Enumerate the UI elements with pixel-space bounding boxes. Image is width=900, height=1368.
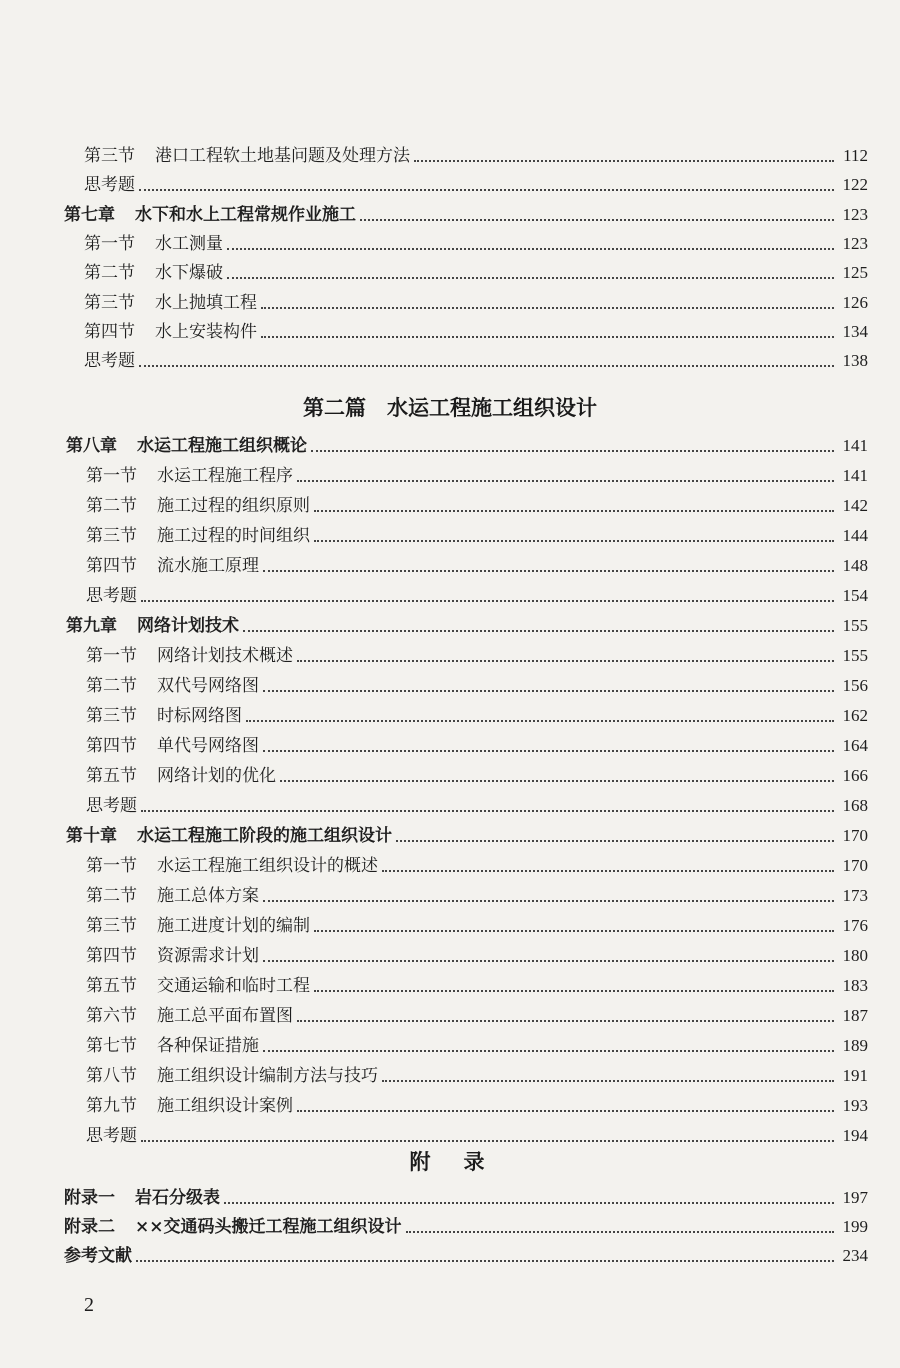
toc-entry-label	[86, 673, 259, 699]
toc-entry-number: 第五节	[86, 766, 137, 786]
toc-entry-title: 网络计划技术概述	[157, 646, 293, 666]
toc-entry-title: 思考题	[86, 586, 137, 606]
toc-entry[interactable]	[64, 1243, 868, 1269]
toc-entry-title: 施工过程的时间组织	[157, 526, 310, 546]
toc-entry-page: 112	[843, 146, 868, 165]
toc-entry[interactable]	[86, 643, 868, 669]
toc-entry-page: 148	[842, 556, 868, 575]
toc-entry[interactable]	[84, 231, 868, 257]
toc-entry-number: 第一节	[86, 856, 137, 876]
toc-entry[interactable]	[86, 733, 868, 759]
toc-entry-number: 第三节	[86, 916, 137, 936]
toc-entry-number: 第一节	[86, 646, 137, 666]
toc-entry[interactable]	[86, 1003, 868, 1029]
toc-entry-label	[86, 583, 137, 609]
toc-entry-label	[86, 703, 242, 729]
toc-entry-page: 122	[842, 175, 868, 195]
toc-entry-page: 156	[842, 676, 868, 695]
dot-leader	[261, 336, 834, 338]
toc-entry-title: 网络计划的优化	[157, 766, 276, 786]
dot-leader	[314, 930, 834, 932]
toc-entry-title: 单代号网络图	[157, 736, 259, 756]
toc-entry-number: 第一节	[84, 233, 135, 254]
toc-entry-title: 参考文献	[64, 1246, 132, 1266]
toc-entry-title: 水下爆破	[155, 263, 223, 284]
toc-entry-title: 施工总平面布置图	[157, 1006, 293, 1026]
toc-entry[interactable]	[84, 290, 868, 316]
dot-leader	[263, 1050, 834, 1052]
toc-entry-title: 资源需求计划	[157, 946, 259, 966]
toc-entry-page: 176	[842, 916, 868, 935]
dot-leader	[263, 900, 834, 902]
toc-entry-title: 水运工程施工组织概论	[137, 436, 307, 456]
dot-leader	[263, 750, 834, 752]
toc-entry-title: 水运工程施工程序	[157, 466, 293, 486]
toc-entry-label	[84, 172, 135, 198]
toc-entry-page: 173	[842, 886, 868, 905]
toc-entry-number: 第四节	[84, 321, 135, 342]
toc-entry-number: 附录一	[64, 1188, 115, 1208]
toc-entry-page: 162	[842, 706, 868, 725]
toc-entry[interactable]	[86, 463, 868, 489]
toc-entry[interactable]	[86, 943, 868, 969]
toc-entry[interactable]	[86, 703, 868, 729]
toc-entry-title: 水上安装构件	[155, 321, 257, 342]
toc-entry[interactable]	[84, 172, 868, 198]
dot-leader	[280, 780, 834, 782]
toc-entry-title: 施工进度计划的编制	[157, 916, 310, 936]
toc-entry-page: 141	[842, 466, 868, 485]
toc-entry-label	[86, 493, 310, 519]
toc-entry-title: 网络计划技术	[137, 616, 239, 636]
toc-entry-number: 第二节	[84, 263, 135, 284]
toc-entry-page: 189	[842, 1036, 868, 1055]
toc-entry-number: 第四节	[86, 736, 137, 756]
dot-leader	[406, 1231, 835, 1233]
dot-leader	[360, 219, 834, 221]
toc-entry-page: 170	[842, 826, 868, 845]
toc-entry-page: 199	[842, 1217, 868, 1236]
toc-entry-label	[86, 1063, 378, 1089]
dot-leader	[141, 1140, 834, 1142]
toc-entry-title: 各种保证措施	[157, 1036, 259, 1056]
toc-entry-label	[86, 463, 293, 489]
toc-entry-label	[86, 913, 310, 939]
dot-leader	[141, 810, 834, 812]
toc-entry-label	[64, 1214, 402, 1240]
toc-entry-label	[66, 823, 392, 849]
toc-entry-page: 141	[842, 436, 868, 455]
dot-leader	[136, 1260, 834, 1262]
toc-entry[interactable]	[86, 913, 868, 939]
toc-entry[interactable]	[64, 1185, 868, 1211]
toc-entry-label	[84, 143, 410, 169]
toc-entry-number: 第十章	[66, 826, 117, 846]
toc-entry[interactable]	[84, 143, 868, 169]
toc-entry-page: 168	[842, 796, 868, 815]
dot-leader	[414, 160, 834, 162]
toc-entry-title: 施工总体方案	[157, 886, 259, 906]
toc-entry-page: 144	[842, 526, 868, 545]
toc-entry-label	[84, 290, 257, 316]
toc-entry-number: 第九章	[66, 616, 117, 636]
toc-entry-page: 154	[842, 586, 868, 605]
toc-entry-title: 思考题	[84, 351, 135, 372]
toc-entry-label	[86, 1093, 293, 1119]
toc-entry-number: 第四节	[86, 556, 137, 576]
toc-entry-page: 138	[842, 351, 868, 371]
toc-entry-number: 第九节	[86, 1096, 137, 1116]
toc-entry-number: 第一节	[86, 466, 137, 486]
toc-entry-label	[64, 1243, 132, 1269]
toc-entry[interactable]	[84, 348, 868, 374]
dot-leader	[263, 570, 834, 572]
toc-entry[interactable]	[86, 793, 868, 819]
toc-entry-title: 水运工程施工组织设计的概述	[157, 856, 378, 876]
dot-leader	[243, 630, 834, 632]
toc-entry-label	[86, 553, 259, 579]
toc-entry-page: 187	[842, 1006, 868, 1025]
toc-entry-title: 施工过程的组织原则	[157, 496, 310, 516]
dot-leader	[311, 450, 834, 452]
toc-entry-page: 126	[842, 292, 868, 312]
dot-leader	[141, 600, 834, 602]
toc-entry-label	[86, 853, 378, 879]
toc-entry-title: 水运工程施工阶段的施工组织设计	[137, 826, 392, 846]
dot-leader	[382, 1080, 834, 1082]
toc-entry[interactable]	[86, 1093, 868, 1119]
toc-entry-number: 第三节	[86, 526, 137, 546]
toc-entry-label	[84, 319, 257, 345]
toc-entry-label	[64, 1185, 220, 1211]
toc-entry[interactable]	[66, 613, 868, 639]
dot-leader	[297, 1110, 834, 1112]
toc-entry[interactable]	[84, 260, 868, 286]
toc-entry-label	[84, 231, 223, 257]
toc-entry-page: 194	[842, 1126, 868, 1145]
toc-entry-number: 第四节	[86, 946, 137, 966]
toc-entry[interactable]	[86, 973, 868, 999]
toc-entry[interactable]	[86, 763, 868, 789]
dot-leader	[263, 690, 834, 692]
dot-leader	[314, 990, 834, 992]
toc-entry-title: 思考题	[86, 796, 137, 816]
toc-entry-label	[86, 943, 259, 969]
toc-entry-page: 134	[842, 321, 868, 341]
dot-leader	[227, 248, 834, 250]
toc-entry-title: 水工测量	[155, 233, 223, 254]
toc-entry-label	[84, 260, 223, 286]
dot-leader	[246, 720, 834, 722]
toc-entry-number: 第三节	[84, 146, 135, 166]
page-number: 2	[84, 1294, 94, 1316]
dot-leader	[224, 1202, 834, 1204]
toc-entry[interactable]	[86, 583, 868, 609]
toc-entry-title: 施工组织设计编制方法与技巧	[157, 1066, 378, 1086]
toc-entry-label	[86, 883, 259, 909]
toc-entry-number: 第三节	[86, 706, 137, 726]
dot-leader	[396, 840, 834, 842]
toc-entry-page: 123	[842, 204, 868, 224]
dot-leader	[297, 1020, 834, 1022]
toc-entry-page: 191	[842, 1066, 868, 1085]
toc-entry-page: 197	[842, 1188, 868, 1207]
toc-entry-number: 第八章	[66, 436, 117, 456]
toc-entry-number: 第八节	[86, 1066, 137, 1086]
dot-leader	[314, 510, 834, 512]
toc-entry-title: 施工组织设计案例	[157, 1096, 293, 1116]
toc-entry-title: 时标网络图	[157, 706, 242, 726]
dot-leader	[139, 365, 834, 367]
toc-entry[interactable]	[66, 823, 868, 849]
toc-entry-page: 164	[842, 736, 868, 755]
dot-leader	[297, 480, 834, 482]
toc-entry[interactable]	[66, 433, 868, 459]
toc-entry[interactable]	[64, 202, 868, 228]
toc-entry-page: 125	[842, 263, 868, 283]
toc-entry-title: 水下和水上工程常规作业施工	[135, 204, 356, 225]
toc-entry-title: 港口工程软土地基问题及处理方法	[155, 146, 410, 166]
toc-entry-number: 第二节	[86, 496, 137, 516]
dot-leader	[297, 660, 834, 662]
toc-entry-page: 193	[842, 1096, 868, 1115]
toc-entry-label	[66, 433, 307, 459]
toc-entry-title: 思考题	[86, 1126, 137, 1146]
toc-entry-label	[84, 348, 135, 374]
dot-leader	[263, 960, 834, 962]
toc-entry[interactable]	[86, 673, 868, 699]
toc-entry-label	[86, 763, 276, 789]
toc-entry-number: 附录二	[64, 1217, 115, 1237]
toc-entry-label	[86, 1033, 259, 1059]
toc-entry-label	[86, 1003, 293, 1029]
toc-entry-page: 183	[842, 976, 868, 995]
toc-entry-page: 155	[842, 616, 868, 635]
dot-leader	[139, 189, 834, 191]
toc-entry-number: 第二节	[86, 676, 137, 696]
dot-leader	[314, 540, 834, 542]
toc-entry-number: 第七章	[64, 204, 115, 225]
dot-leader	[382, 870, 834, 872]
toc-entry[interactable]	[86, 523, 868, 549]
toc-entry-label	[86, 793, 137, 819]
toc-entry[interactable]	[86, 553, 868, 579]
toc-entry-number: 第二节	[86, 886, 137, 906]
toc-entry-title: ××交通码头搬迁工程施工组织设计	[135, 1217, 402, 1237]
part-heading: 第二篇 水运工程施工组织设计	[303, 396, 597, 420]
toc-entry-number: 第七节	[86, 1036, 137, 1056]
toc-entry-label	[66, 613, 239, 639]
toc-entry-title: 交通运输和临时工程	[157, 976, 310, 996]
toc-entry-page: 234	[842, 1246, 868, 1265]
toc-entry-page: 142	[842, 496, 868, 515]
toc-entry[interactable]	[64, 1214, 868, 1240]
toc-entry-page: 180	[842, 946, 868, 965]
toc-entry-label	[86, 973, 310, 999]
dot-leader	[227, 277, 834, 279]
toc-entry-number: 第三节	[84, 292, 135, 313]
toc-entry-label	[86, 523, 310, 549]
toc-entry[interactable]	[86, 883, 868, 909]
toc-entry-label	[86, 643, 293, 669]
toc-entry-number: 第六节	[86, 1006, 137, 1026]
toc-entry[interactable]	[86, 493, 868, 519]
toc-entry[interactable]	[86, 1063, 868, 1089]
toc-entry-title: 水上抛填工程	[155, 292, 257, 313]
toc-entry-label	[86, 733, 259, 759]
toc-entry-page: 166	[842, 766, 868, 785]
toc-entry-title: 双代号网络图	[157, 676, 259, 696]
toc-entry[interactable]	[86, 853, 868, 879]
toc-entry-page: 123	[842, 233, 868, 253]
toc-entry[interactable]	[86, 1033, 868, 1059]
toc-entry-page: 155	[842, 646, 868, 665]
toc-entry-number: 第五节	[86, 976, 137, 996]
toc-entry[interactable]	[84, 319, 868, 345]
dot-leader	[261, 307, 834, 309]
toc-entry-label	[64, 202, 356, 228]
toc-entry-page: 170	[842, 856, 868, 875]
toc-entry-title: 岩石分级表	[135, 1188, 220, 1208]
toc-entry-title: 流水施工原理	[157, 556, 259, 576]
appendix-heading: 附 录	[409, 1150, 491, 1174]
toc-entry-title: 思考题	[84, 175, 135, 196]
